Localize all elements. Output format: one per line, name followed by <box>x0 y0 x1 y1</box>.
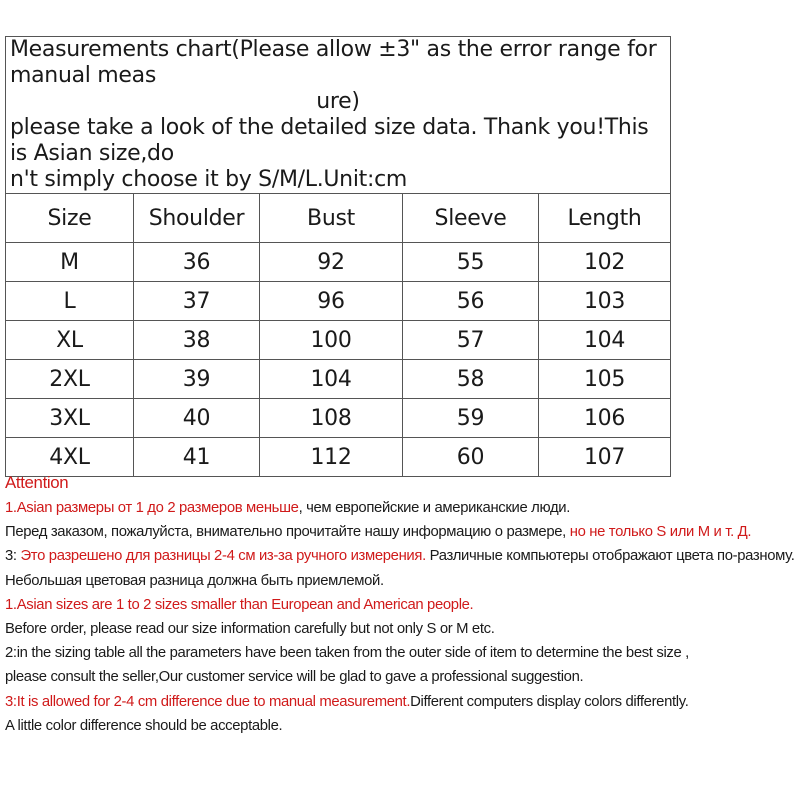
cell-size: XL <box>6 321 134 360</box>
column-header-length: Length <box>539 194 671 243</box>
note-en-5 <box>5 690 787 714</box>
column-header-shoulder: Shoulder <box>134 194 260 243</box>
table-row <box>6 399 671 438</box>
note-en-1-num: 1. <box>5 595 17 613</box>
note-en-1-red: Asian sizes are 1 to 2 sizes smaller than European and American people. <box>16 595 474 613</box>
column-header-bust: Bust <box>260 194 403 243</box>
note-ru-2-black: Перед заказом, пожалуйста, внимательно прочитайте нашу информацию о размере, <box>5 523 570 541</box>
cell-length: 104 <box>539 321 671 360</box>
note-en-4: please consult the seller,Our customer service will be glad to gave a professional suggestion. <box>5 668 584 686</box>
cell-size: 4XL <box>6 438 134 477</box>
column-header-row <box>6 194 671 243</box>
note-ru-2-red: но не только S или M и т. Д. <box>569 523 752 541</box>
table-row <box>6 321 671 360</box>
note-en-5-black-b: Different computers display colors differently. <box>410 692 689 710</box>
note-ru-3 <box>5 544 795 568</box>
cell-sleeve: 59 <box>403 399 539 438</box>
cell-length: 102 <box>539 243 671 282</box>
cell-bust: 104 <box>260 360 403 399</box>
cell-bust: 92 <box>260 243 403 282</box>
table-row <box>6 360 671 399</box>
cell-bust: 112 <box>260 438 403 477</box>
cell-shoulder: 36 <box>134 243 260 282</box>
note-en-2: Before order, please read our size information carefully but not only S or M etc. <box>5 619 495 637</box>
cell-sleeve: 58 <box>403 360 539 399</box>
note-ru-1-red: 1.Asian размеры от 1 до 2 размеров меньше <box>5 499 299 516</box>
note-en-3: 2:in the sizing table all the parameters have been taken from the outer side of item to determine the best size , <box>5 644 689 662</box>
cell-bust: 100 <box>260 321 403 360</box>
note-ru-3-black-b: Различные компьютеры отображают цвета по-разному. <box>425 547 795 565</box>
note-en-6: A little color difference should be acceptable. <box>5 716 283 734</box>
note-en-5-red: It is allowed for 2-4 cm difference due to manual measurement. <box>16 692 411 710</box>
cell-sleeve: 56 <box>403 282 539 321</box>
cell-shoulder: 40 <box>134 399 260 438</box>
cell-shoulder: 41 <box>134 438 260 477</box>
column-header-sleeve: Sleeve <box>403 194 539 243</box>
cell-bust: 108 <box>260 399 403 438</box>
note-ru-4: Небольшая цветовая разница должна быть приемлемой. <box>5 571 384 589</box>
chart-note-line-1: please take a look of the detailed size data. Thank you!This is Asian size,do <box>10 115 649 166</box>
cell-length: 103 <box>539 282 671 321</box>
note-ru-2 <box>5 520 787 544</box>
table-row <box>6 243 671 282</box>
note-ru-3-red: Это разрешено для разницы 2-4 см из-за ручного измерения. <box>20 547 426 565</box>
cell-sleeve: 60 <box>403 438 539 477</box>
note-en-5-num: 3: <box>5 692 17 710</box>
cell-length: 107 <box>539 438 671 477</box>
size-chart-table <box>5 36 671 477</box>
chart-header <box>6 37 671 194</box>
attention-heading: Attention <box>5 473 69 492</box>
chart-note-line-2: n't simply choose it by S/M/L.Unit:cm <box>10 167 408 192</box>
cell-shoulder: 37 <box>134 282 260 321</box>
cell-size: M <box>6 243 134 282</box>
table-row <box>6 282 671 321</box>
note-ru-1-black: , чем европейские и американские люди. <box>298 499 570 516</box>
note-ru-3-black-a: 3: <box>5 547 21 565</box>
cell-bust: 96 <box>260 282 403 321</box>
note-ru-1 <box>5 496 787 520</box>
chart-title-line-1: Measurements chart(Please allow ±3" as the error range for manual meas <box>10 37 657 88</box>
cell-shoulder: 38 <box>134 321 260 360</box>
cell-size: 3XL <box>6 399 134 438</box>
note-en-1 <box>5 593 787 617</box>
column-header-size: Size <box>6 194 134 243</box>
cell-size: L <box>6 282 134 321</box>
cell-length: 106 <box>539 399 671 438</box>
cell-shoulder: 39 <box>134 360 260 399</box>
notes-section <box>5 470 795 738</box>
cell-sleeve: 57 <box>403 321 539 360</box>
chart-title-line-2: ure) <box>316 89 360 114</box>
cell-sleeve: 55 <box>403 243 539 282</box>
cell-size: 2XL <box>6 360 134 399</box>
cell-length: 105 <box>539 360 671 399</box>
